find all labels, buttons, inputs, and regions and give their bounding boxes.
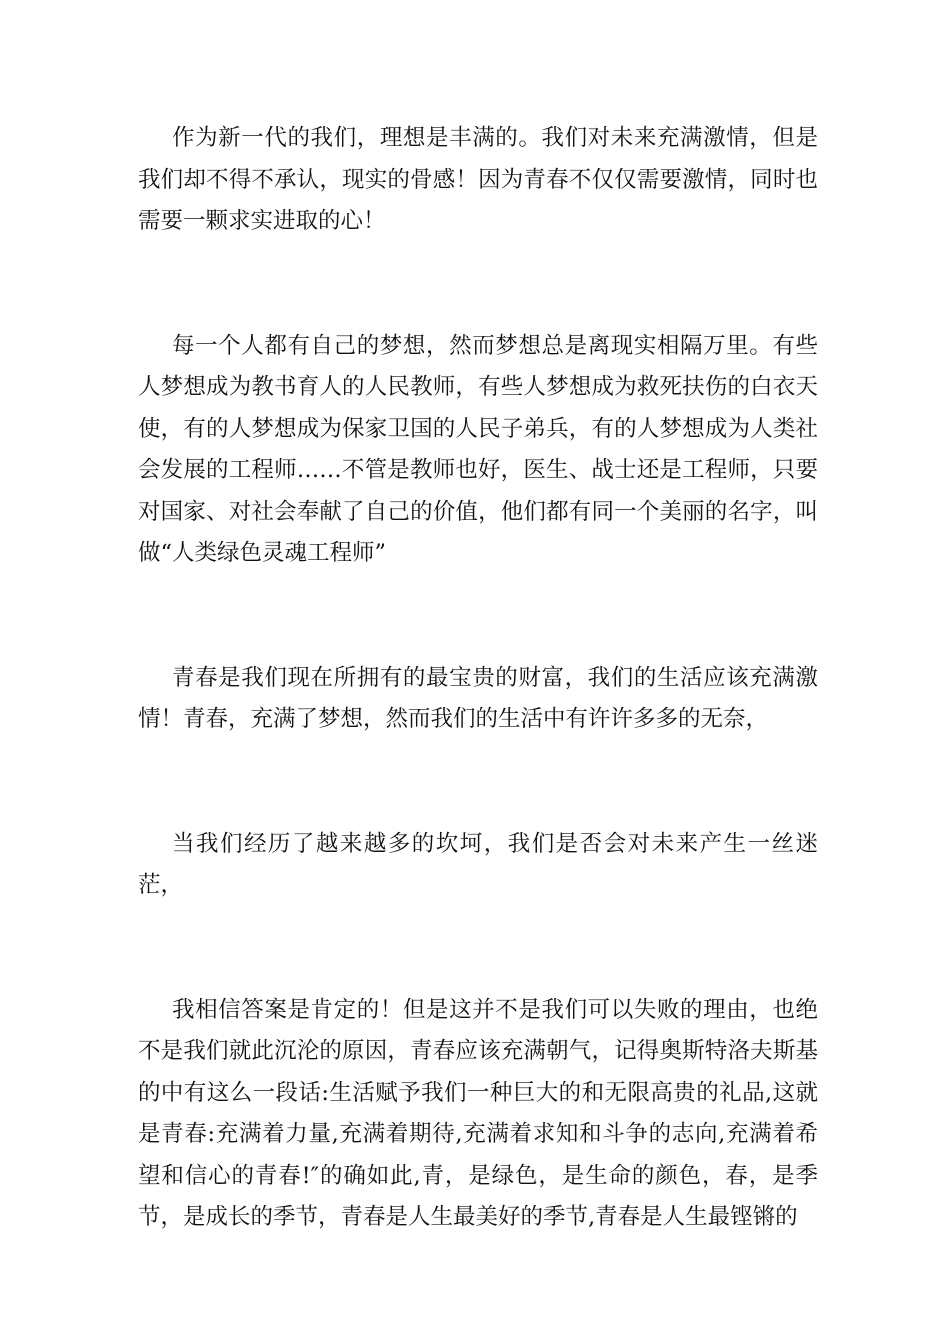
paragraph-3: 青春是我们现在所拥有的最宝贵的财富，我们的生活应该充满激情！青春，充满了梦想，然而我们的生活中有许许多多的无奈， xyxy=(138,664,818,732)
document-body xyxy=(138,118,818,1239)
paragraph-5: 我相信答案是肯定的！但是这并不是我们可以失败的理由，也绝不是我们就此沉沦的原因，青春应该充满朝气，记得奥斯特洛夫斯基的中有这么一段话:生活赋予我们一种巨大的和无限高贵的礼品,这就是青春:充满着力量,充满着期待,充满着求知和斗争的志向,充满着希望和信心的青春!″的确如此,青，是绿色，是生命的颜色，春，是季节，是成长的季节，青春是人生最美好的季节,青春是人生最铿锵的 xyxy=(138,996,818,1230)
paragraph-2: 每一个人都有自己的梦想，然而梦想总是离现实相隔万里。有些人梦想成为教书育人的人民教师，有些人梦想成为救死扶伤的白衣天使，有的人梦想成为保家卫国的人民子弟兵，有的人梦想成为人类社会发展的工程师……不管是教师也好，医生、战士还是工程师，只要对国家、对社会奉献了自己的价值，他们都有同一个美丽的名字，叫做“人类绿色灵魂工程师” xyxy=(138,332,818,566)
paragraph-4: 当我们经历了越来越多的坎坷，我们是否会对未来产生一丝迷茫， xyxy=(138,830,818,898)
paragraph-1: 作为新一代的我们，理想是丰满的。我们对未来充满激情，但是我们却不得不承认，现实的骨感！因为青春不仅仅需要激情，同时也需要一颗求实进取的心！ xyxy=(138,125,818,234)
